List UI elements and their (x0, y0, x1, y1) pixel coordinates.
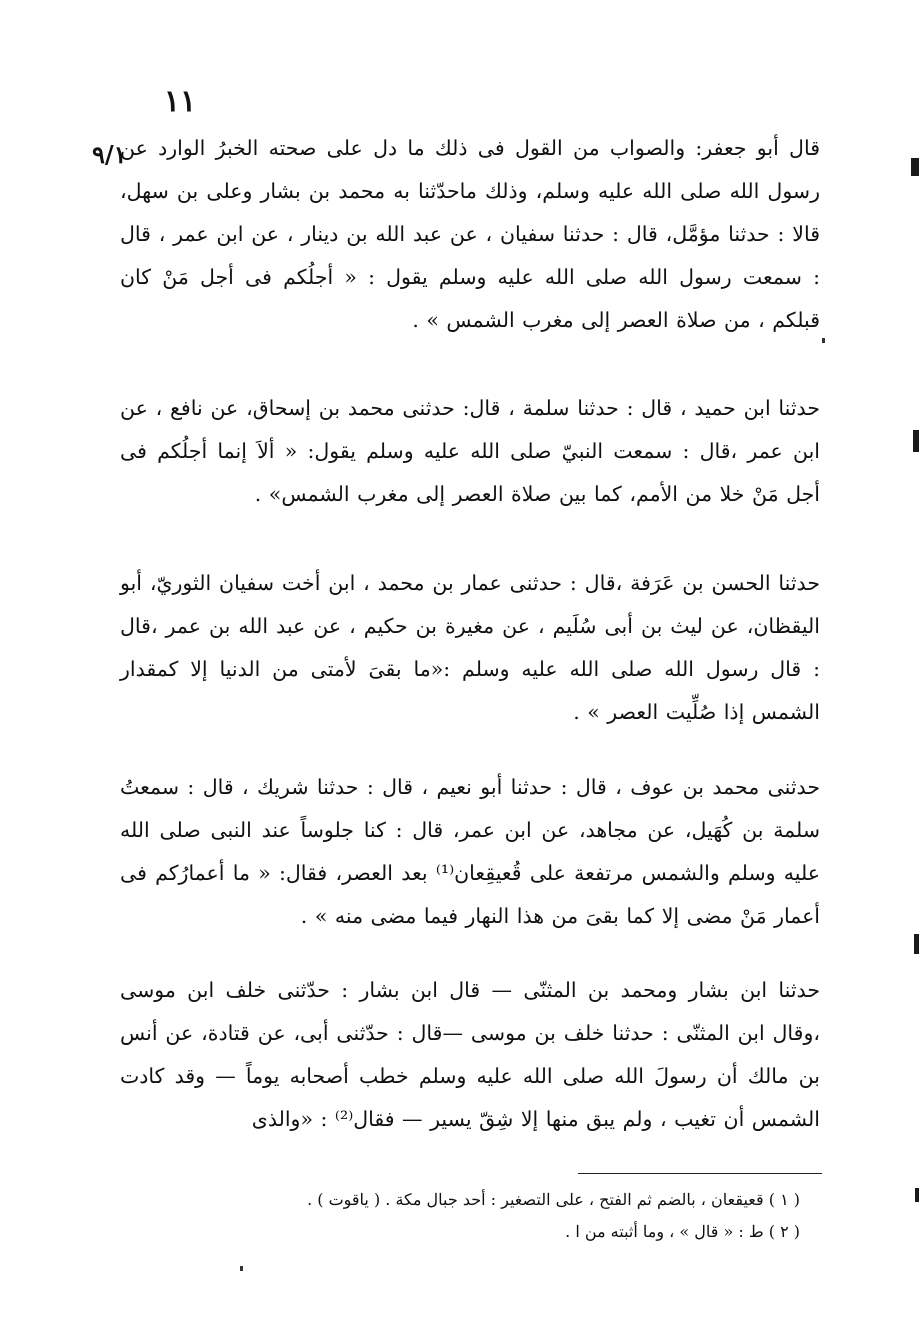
page-number: ١١ (163, 84, 197, 119)
paragraph-text: قال أبو جعفر: والصواب من القول فى ذلك ما دل على صحته الخبرُ الوارد عن رسول الله صلى الله عليه وسلم، وذلك ماحدّثنا به محمد بن بشار وعلى بن سهل، قالا : حدثنا مؤمَّل، قال : حدثنا سفيان ، عن عبد الله بن دينار ، عن ابن عمر ، قال : سمعت رسول الله صلى الله عليه وسلم يقول : « أجلُكم فى أجل مَنْ كان قبلكم ، من صلاة العصر إلى مغرب الشمس » . (120, 136, 820, 332)
footnotes (150, 1184, 800, 1248)
scan-edge-mark (913, 430, 919, 452)
scan-speck (822, 338, 825, 343)
paragraph-text: حدثنا الحسن بن عَرَفة ،قال : حدثنى عمار بن محمد ، ابن أخت سفيان الثوريّ، أبو اليقظان، عن ليث بن أبى سُلَيم ، عن مغيرة بن حكيم ، عن عبد الله بن عمر ،قال : قال رسول الله صلى الله عليه وسلم :«ما بقىَ لأمتى من الدنيا إلا كمقدار الشمس إذا صُلِّيت العصر » . (120, 571, 820, 724)
paragraph-4 (120, 766, 820, 938)
paragraph-text: حدثنا ابن بشار ومحمد بن المثنّى — قال ابن بشار : حدّثنى خلف ابن موسى ،وقال ابن المثنّى : حدثنا خلف بن موسى —قال : حدّثنى أبى، عن قتادة، عن أنس بن مالك أن رسولَ الله صلى الله عليه وسلم خطب أصحابه يوماً — وقد كادت الشمس أن تغيب ، ولم يبق منها إلا شِقّ يسير — فقال⁽²⁾ : «والذى (120, 978, 820, 1131)
paragraph-3 (120, 562, 820, 734)
paragraph-text: حدثنى محمد بن عوف ، قال : حدثنا أبو نعيم ، قال : حدثنا شريك ، قال : سمعتُ سلمة بن كُهَيل، عن مجاهد، عن ابن عمر، قال : كنا جلوساً عند النبى صلى الله عليه وسلم والشمس مرتفعة على قُعيقِعان⁽¹⁾ بعد العصر، فقال: « ما أعمارُكم فى أعمار مَنْ مضى إلا كما بقىَ من هذا النهار فيما مضى منه » . (120, 775, 820, 928)
scan-edge-mark (915, 1188, 919, 1202)
scan-edge-mark (911, 158, 919, 176)
footnote-divider (578, 1173, 822, 1174)
scan-edge-mark (914, 934, 919, 954)
paragraph-2 (120, 387, 820, 516)
paragraph-text: حدثنا ابن حميد ، قال : حدثنا سلمة ، قال: حدثنى محمد بن إسحاق، عن نافع ، عن ابن عمر ،قال : سمعت النبيّ صلى الله عليه وسلم يقول: « ألاَ إنما أجلُكم فى أجل مَنْ خلا من الأمم، كما بين صلاة العصر إلى مغرب الشمس» . (120, 396, 820, 506)
footnote-2: ( ٢ ) ط : « قال » ، وما أثبته من ا . (565, 1222, 800, 1241)
paragraph-5 (120, 969, 820, 1141)
side-reference: ٩/١ (92, 140, 127, 169)
scan-speck (240, 1266, 243, 1271)
footnote-1: ( ١ ) قعيقعان ، بالضم ثم الفتح ، على التصغير : أحد جبال مكة . ( ياقوت ) . (307, 1190, 800, 1209)
paragraph-1 (120, 127, 820, 342)
